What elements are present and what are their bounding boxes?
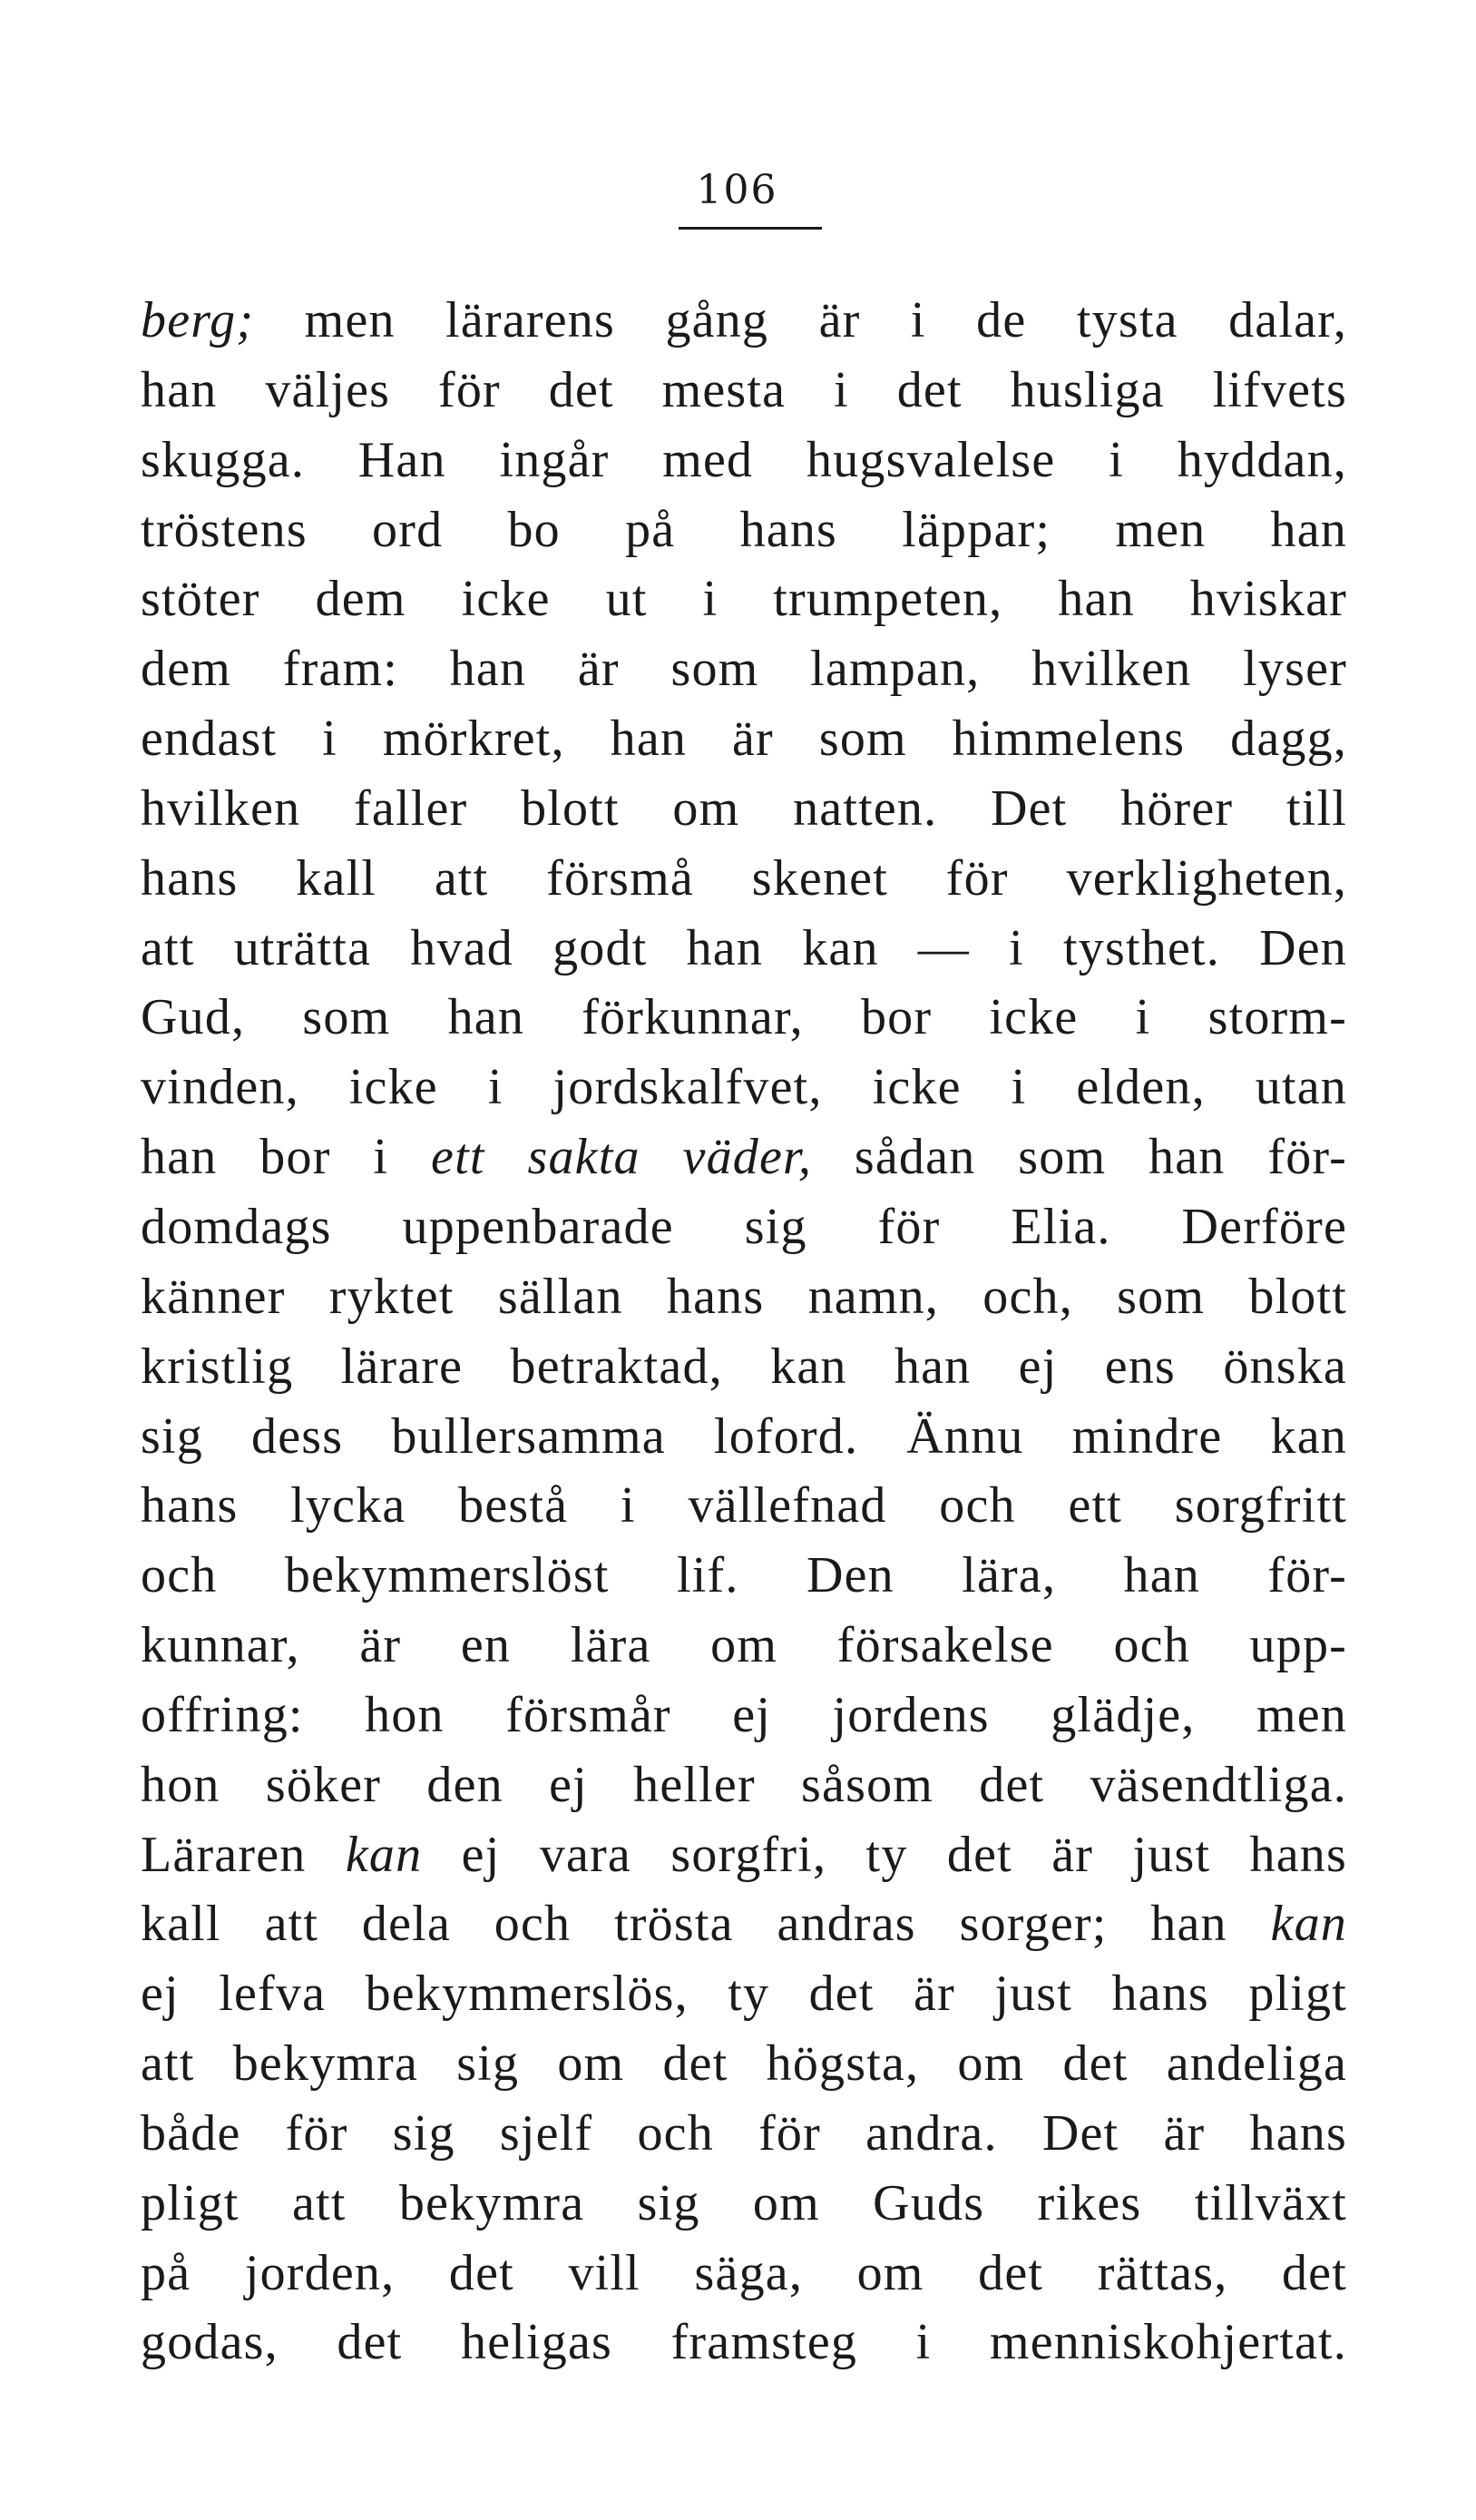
text-line: kunnar, är en lära om försakelse och upp-	[141, 1617, 1347, 1674]
text-line: på jorden, det vill säga, om det rättas, det	[141, 2244, 1347, 2301]
text-line: hans kall att försmå skenet för verkligheten,	[141, 849, 1347, 907]
text-line: tröstens ord bo på hans läppar; men han	[141, 501, 1347, 558]
text-line: hvilken faller blott om natten. Det hörer till	[141, 780, 1347, 837]
text-line: Läraren kan ej vara sorgfri, ty det är just hans	[141, 1826, 1347, 1883]
text-line: kall att dela och trösta andras sorger; han kan	[141, 1896, 1347, 1953]
text-line: han väljes för det mesta i det husliga lifvets	[141, 361, 1347, 418]
body-text	[141, 286, 1347, 2378]
text-line: han bor i ett sakta väder, sådan som han för-	[141, 1129, 1347, 1186]
text-line: kristlig lärare betraktad, kan han ej ens önska	[141, 1338, 1347, 1395]
text-line: domdags uppenbarade sig för Elia. Derföre	[141, 1198, 1347, 1255]
text-line: godas, det heligas framsteg i menniskohjertat.	[141, 2314, 1347, 2371]
text-line: vinden, icke i jordskalfvet, icke i elden, utan	[141, 1059, 1347, 1116]
text-line: och bekymmerslöst lif. Den lära, han för-	[141, 1547, 1347, 1604]
text-line: Gud, som han förkunnar, bor icke i storm-	[141, 989, 1347, 1046]
text-line: känner ryktet sällan hans namn, och, som blott	[141, 1268, 1347, 1325]
text-line: att bekymra sig om det högsta, om det andeliga	[141, 2035, 1347, 2093]
text-line: offring: hon försmår ej jordens glädje, men	[141, 1686, 1347, 1743]
text-line: både för sig sjelf och för andra. Det är hans	[141, 2104, 1347, 2162]
text-line: hans lycka bestå i vällefnad och ett sorgfritt	[141, 1477, 1347, 1535]
page-number: 106	[696, 167, 778, 213]
text-line: skugga. Han ingår med hugsvalelse i hyddan,	[141, 431, 1347, 488]
text-line: pligt att bekymra sig om Guds rikes tillväxt	[141, 2174, 1347, 2231]
header-rule	[679, 227, 822, 230]
text-line: berg; men lärarens gång är i de tysta dalar,	[141, 292, 1347, 348]
text-line: dem fram: han är som lampan, hvilken lyser	[141, 641, 1347, 698]
text-line: endast i mörkret, han är som himmelens dagg,	[141, 711, 1347, 768]
text-line: sig dess bullersamma loford. Ännu mindre kan	[141, 1407, 1347, 1465]
text-line: att uträtta hvad godt han kan — i tysthet. Den	[141, 919, 1347, 976]
text-line: ej lefva bekymmerslös, ty det är just hans pligt	[141, 1966, 1347, 2023]
text-line: hon söker den ej heller såsom det väsendtliga.	[141, 1756, 1347, 1813]
text-line: stöter dem icke ut i trumpeten, han hviskar	[141, 571, 1347, 628]
